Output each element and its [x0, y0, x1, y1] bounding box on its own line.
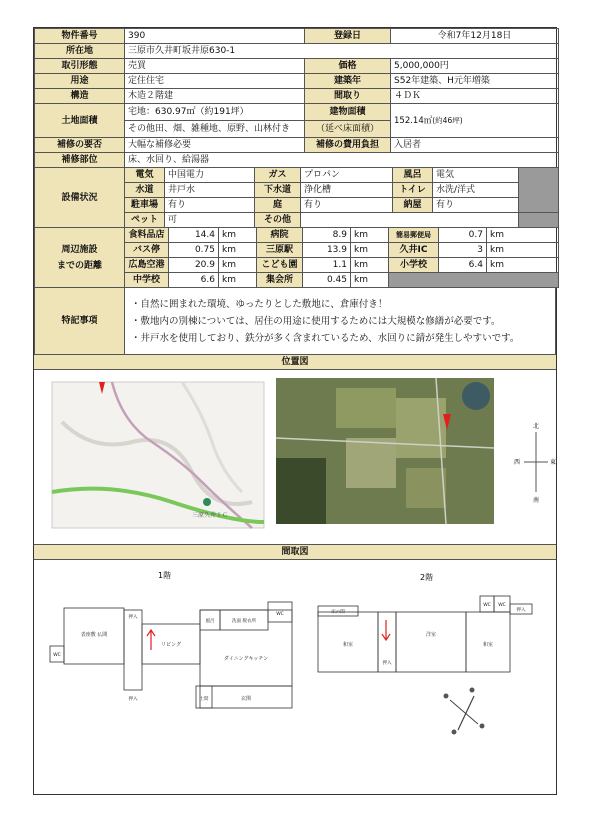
label-transaction: 取引形態	[35, 59, 125, 74]
near-val-ic: 3	[439, 243, 487, 258]
fac-gray-cell-2	[519, 213, 559, 228]
near-val-juniorhigh: 6.6	[169, 273, 219, 288]
near-key-grocery: 食料品店	[125, 228, 169, 243]
remark-3: ・井戸水を使用しており、鉄分が多く含まれているため、水回りに錆が発生しやすいです。	[131, 332, 520, 344]
floorplan-figures	[34, 560, 556, 770]
f2-stairs-arrow-icon	[382, 620, 390, 640]
value-layout: ４ＤＫ	[391, 89, 559, 104]
floorplan-compass-icon	[444, 688, 485, 735]
fac-key-toilet: トイレ	[393, 183, 433, 198]
map-section-title: 位置図	[34, 354, 556, 370]
label-use: 用途	[35, 74, 125, 89]
near-key-kindergarten: こども園	[257, 258, 303, 273]
near-unit-airport: km	[219, 258, 257, 273]
near-unit-hall: km	[351, 273, 389, 288]
f1-living: リビング	[161, 642, 181, 648]
fac-key-other: その他	[255, 213, 301, 228]
fac-key-gas: ガス	[255, 168, 301, 183]
near-key-hospital: 病院	[257, 228, 303, 243]
near-val-station: 13.9	[303, 243, 351, 258]
fac-val-electric: 中国電力	[165, 168, 255, 183]
near-val-post: 0.7	[439, 228, 487, 243]
near-key-station: 三原駅	[257, 243, 303, 258]
floor2-plan	[318, 596, 532, 672]
f1-oshiire-2: 押入	[128, 697, 138, 702]
remark-1: ・自然に囲まれた環境、ゆったりとした敷地に、倉庫付き！	[131, 298, 388, 310]
near-unit-grocery: km	[219, 228, 257, 243]
value-land-area-2: その他田、畑、雑種地、原野、山林付き	[125, 121, 305, 138]
fac-val-water: 井戸水	[165, 183, 255, 198]
remarks-list	[125, 288, 556, 355]
label-layout: 間取り	[305, 89, 391, 104]
floor1-plan	[50, 602, 292, 708]
label-id: 物件番号	[35, 29, 125, 44]
f1-entrance: 玄関	[240, 696, 252, 702]
fac-gray-cell	[519, 168, 559, 213]
near-gray-cell	[389, 273, 559, 288]
f2-wc-1: WC	[483, 603, 491, 608]
near-val-grocery: 14.4	[169, 228, 219, 243]
f1-doma: 土間	[199, 697, 209, 702]
map-ic-label: 三原久井ＩＣ	[192, 512, 229, 519]
value-building-area	[391, 104, 559, 138]
near-val-elementary: 6.4	[439, 258, 487, 273]
compass-icon	[514, 422, 556, 504]
compass-south: 南	[533, 497, 540, 504]
building-area-value: 152.14㎡	[394, 115, 433, 126]
compass-east: 東	[550, 459, 556, 466]
floorplan-section-title: 間取図	[34, 544, 556, 560]
f2-wc-2: WC	[498, 603, 506, 608]
value-repair-cost: 入居者	[391, 138, 559, 153]
remark-2: ・敷地内の別棟については、居住の用途に使用するためには大規模な修繕が必要です。	[131, 315, 501, 327]
fac-val-toilet: 水洗/洋式	[433, 183, 519, 198]
floor2-label: 2階	[420, 573, 434, 582]
value-built: S52年建築、H元年増築	[391, 74, 559, 89]
compass-north: 北	[533, 423, 540, 430]
near-val-hospital: 8.9	[303, 228, 351, 243]
fac-val-parking: 有り	[165, 198, 255, 213]
near-unit-elementary: km	[487, 258, 559, 273]
label-remarks: 特記事項	[35, 288, 125, 355]
near-key-airport: 広島空港	[125, 258, 169, 273]
near-key-post: 簡易郵便局	[389, 228, 439, 243]
label-repair-part: 補修部位	[35, 153, 125, 168]
f1-oshiire-1: 押入	[128, 615, 138, 620]
f1-wc: WC	[276, 612, 284, 617]
nearby-table	[34, 227, 559, 288]
map-figures	[34, 370, 556, 544]
value-land-area-1: 宅地：630.97㎡（約191坪）	[125, 104, 305, 121]
road-map	[52, 382, 264, 528]
compass-west: 西	[514, 459, 521, 466]
value-registered: 令和7年12月18日	[391, 29, 559, 44]
facilities-table	[34, 167, 559, 228]
label-nearby: 周辺施設 までの距離	[35, 228, 125, 288]
f2-washitsu-1: 和室	[342, 642, 354, 648]
f2-tokonoma: 床の間	[331, 610, 345, 615]
f1-dining: ダイニングキッチン	[223, 656, 269, 662]
value-structure: 木造２階建	[125, 89, 305, 104]
value-repair-need: 大幅な補修必要	[125, 138, 305, 153]
f1-bath: 風呂	[205, 619, 215, 624]
near-unit-kindergarten: km	[351, 258, 389, 273]
value-location: 三原市久井町坂井原630-1	[125, 44, 559, 59]
near-unit-bus: km	[219, 243, 257, 258]
f1-wc-2: WC	[53, 653, 61, 658]
near-key-elementary: 小学校	[389, 258, 439, 273]
fac-val-sewer: 浄化槽	[301, 183, 393, 198]
near-val-airport: 20.9	[169, 258, 219, 273]
near-unit-post: km	[487, 228, 559, 243]
fac-key-electric: 電気	[125, 168, 165, 183]
label-building-area: 建物面積	[305, 104, 391, 121]
fac-key-pet: ペット	[125, 213, 165, 228]
fac-key-parking: 駐車場	[125, 198, 165, 213]
fac-key-water: 水道	[125, 183, 165, 198]
fac-val-other	[301, 213, 519, 228]
near-key-hall: 集会所	[257, 273, 303, 288]
f1-stairs-arrow-icon	[147, 630, 155, 650]
label-registered: 登録日	[305, 29, 391, 44]
near-unit-station: km	[351, 243, 389, 258]
label-repair-cost: 補修の費用負担	[305, 138, 391, 153]
value-use: 定住住宅	[125, 74, 305, 89]
near-unit-hospital: km	[351, 228, 389, 243]
fac-key-garden: 庭	[255, 198, 301, 213]
value-id: 390	[125, 29, 305, 44]
near-key-ic: 久井IC	[389, 243, 439, 258]
map-area	[34, 370, 556, 544]
near-key-juniorhigh: 中学校	[125, 273, 169, 288]
label-repair-need: 補修の要否	[35, 138, 125, 153]
label-facilities: 設備状況	[35, 168, 125, 228]
label-structure: 構造	[35, 89, 125, 104]
near-val-kindergarten: 1.1	[303, 258, 351, 273]
f1-tatami: 表座敷 仏間	[80, 632, 108, 638]
fac-val-barn: 有り	[433, 198, 519, 213]
near-unit-ic: km	[487, 243, 559, 258]
label-location: 所在地	[35, 44, 125, 59]
building-area-approx: (約46坪)	[432, 115, 463, 125]
fac-val-pet: 可	[165, 213, 255, 228]
floorplan-area	[34, 560, 556, 770]
fac-key-barn: 納屋	[393, 198, 433, 213]
fac-val-gas: プロパン	[301, 168, 393, 183]
fac-val-garden: 有り	[301, 198, 393, 213]
fac-key-sewer: 下水道	[255, 183, 301, 198]
f2-oshiire-2: 押入	[516, 608, 526, 613]
basic-info-table	[34, 28, 559, 168]
aerial-photo	[276, 378, 494, 524]
f2-yoshitsu: 洋室	[425, 632, 437, 638]
value-repair-part: 床、水回り、給湯器	[125, 153, 559, 168]
fac-val-bath: 電気	[433, 168, 519, 183]
remarks-table	[34, 287, 556, 355]
property-sheet	[33, 27, 557, 795]
f2-washitsu-2: 和室	[482, 642, 494, 648]
near-val-hall: 0.45	[303, 273, 351, 288]
f2-oshiire: 押入	[382, 661, 392, 666]
value-transaction: 売買	[125, 59, 305, 74]
value-price: 5,000,000円	[391, 59, 559, 74]
label-built: 建築年	[305, 74, 391, 89]
label-land-area: 土地面積	[35, 104, 125, 138]
label-price: 価格	[305, 59, 391, 74]
near-key-bus: バス停	[125, 243, 169, 258]
f1-wash: 洗面 脱衣所	[232, 619, 256, 624]
fac-key-bath: 風呂	[393, 168, 433, 183]
label-building-area-sub: （延べ床面積）	[305, 121, 391, 138]
floor1-label: 1階	[158, 571, 172, 580]
near-val-bus: 0.75	[169, 243, 219, 258]
near-unit-juniorhigh: km	[219, 273, 257, 288]
